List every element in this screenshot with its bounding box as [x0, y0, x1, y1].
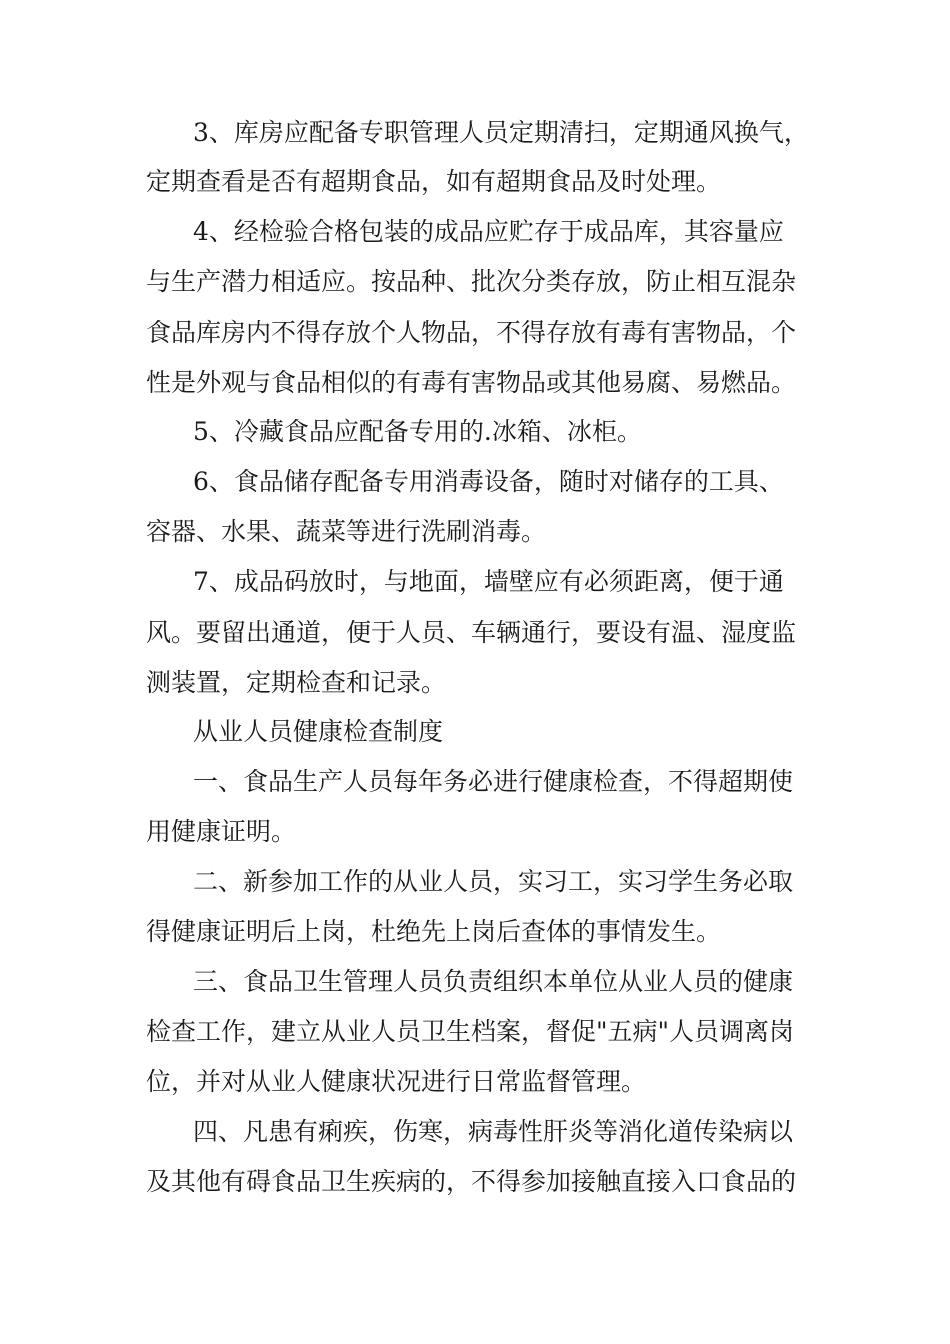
- text-line: 与生产潜力相适应。按品种、批次分类存放，防止相互混杂: [146, 267, 797, 296]
- text-line: 四、凡患有痢疾，伤寒，病毒性肝炎等消化道传染病以: [193, 1117, 794, 1146]
- text-line: 3、库房应配备专职管理人员定期清扫，定期通风换气，: [193, 118, 809, 147]
- text-line: 位，并对从业人健康状况进行日常监督管理。: [146, 1067, 647, 1096]
- text-line: 三、食品卫生管理人员负责组织本单位从业人员的健康: [193, 967, 794, 996]
- text-line: 6、食品储存配备专用消毒设备，随时对储存的工具、: [193, 467, 784, 496]
- text-line: 得健康证明后上岗，杜绝先上岗后查体的事情发生。: [146, 917, 722, 946]
- text-line: 定期查看是否有超期食品，如有超期食品及时处理。: [146, 167, 722, 196]
- text-line: 食品库房内不得存放个人物品，不得存放有毒有害物品，个: [146, 318, 797, 347]
- text-line: 风。要留出通道，便于人员、车辆通行，要设有温、湿度监: [146, 618, 797, 647]
- text-line: 4、经检验合格包装的成品应贮存于成品库，其容量应: [193, 217, 784, 246]
- text-line: 测装置，定期检查和记录。: [146, 668, 447, 697]
- text-line: 性是外观与食品相似的有毒有害物品或其他易腐、易燃品。: [146, 368, 797, 397]
- text-line: 一、食品生产人员每年务必进行健康检查，不得超期使: [193, 767, 794, 796]
- text-line: 5、冷藏食品应配备专用的.冰箱、冰柜。: [193, 417, 642, 446]
- text-line: 7、成品码放时，与地面，墙壁应有必须距离，便于通: [193, 567, 784, 596]
- text-line: 及其他有碍食品卫生疾病的，不得参加接触直接入口食品的: [146, 1167, 797, 1196]
- section-heading: 从业人员健康检查制度: [193, 717, 444, 746]
- text-line: 用健康证明。: [146, 817, 297, 846]
- text-line: 容器、水果、蔬菜等进行洗刷消毒。: [146, 517, 547, 546]
- text-line: 检查工作，建立从业人员卫生档案，督促"五病"人员调离岗: [146, 1017, 795, 1046]
- text-line: 二、新参加工作的从业人员，实习工，实习学生务必取: [193, 867, 794, 896]
